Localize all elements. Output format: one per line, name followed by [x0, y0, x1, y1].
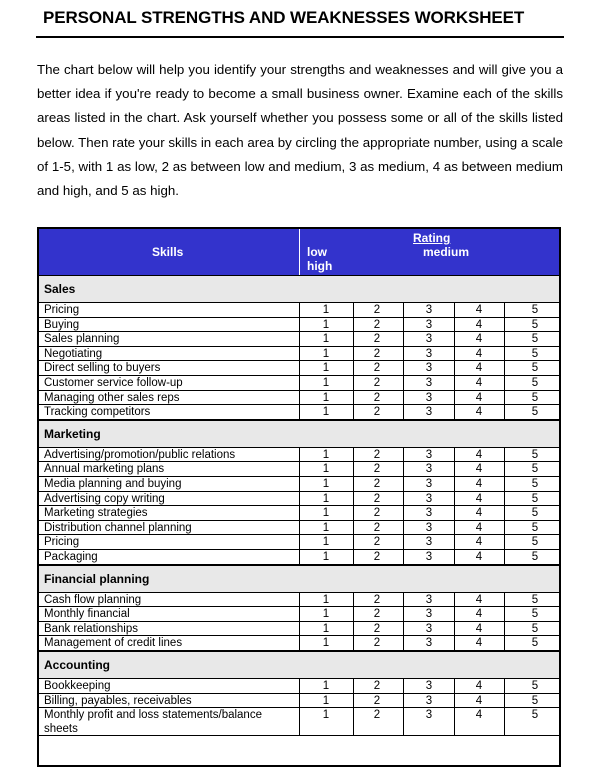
skill-name: Bank relationships: [44, 622, 138, 635]
table-header: [39, 229, 559, 275]
column-divider: [353, 679, 354, 736]
column-divider: [299, 303, 300, 420]
skill-name: Direct selling to buyers: [44, 362, 161, 375]
rating-5[interactable]: 5: [531, 608, 539, 621]
rating-1[interactable]: 1: [322, 593, 330, 606]
rating-2[interactable]: 2: [373, 333, 381, 346]
section-header: [39, 420, 559, 448]
column-divider: [353, 448, 354, 565]
section-header: [39, 565, 559, 593]
column-divider: [299, 448, 300, 565]
rating-3[interactable]: 3: [425, 694, 433, 707]
skill-name: Customer service follow-up: [44, 377, 183, 389]
page-title: PERSONAL STRENGTHS AND WEAKNESSES WORKSHEET: [43, 8, 525, 27]
rating-3[interactable]: 3: [425, 362, 433, 375]
skill-name: Managing other sales reps: [44, 391, 180, 404]
header-skills: Skills: [152, 245, 184, 259]
section-title: Accounting: [44, 658, 110, 672]
rating-5[interactable]: 5: [531, 304, 539, 316]
skill-name: Negotiating: [44, 347, 103, 360]
column-divider: [504, 679, 505, 736]
column-divider: [454, 448, 455, 565]
skill-name: Distribution channel planning: [44, 521, 192, 534]
rating-2[interactable]: 2: [373, 694, 381, 707]
rating-5[interactable]: 5: [531, 406, 539, 419]
rating-5[interactable]: 5: [531, 391, 539, 404]
rating-2[interactable]: 2: [373, 637, 381, 650]
rating-1[interactable]: 1: [322, 709, 330, 722]
rating-4[interactable]: 4: [475, 637, 483, 650]
column-divider: [403, 679, 404, 736]
rating-3[interactable]: 3: [425, 608, 433, 621]
rating-5[interactable]: 5: [531, 362, 539, 375]
skills-rating-table: [37, 227, 561, 767]
rating-1[interactable]: 1: [322, 622, 330, 635]
section-header: [39, 275, 559, 303]
skill-name: Pricing: [44, 304, 80, 316]
rating-1[interactable]: 1: [322, 551, 330, 563]
intro-paragraph: The chart below will help you identify your strengths and weaknesses and will give you a better idea if you're ready to become a small business owner. Examine each of the skills areas listed in the chart. Ask yourself whether you possess some or all of the skills listed below. Then rate your skills in each area by circling the appropriate number, using a scale of 1-5, with 1 as low, 2 as between low and medium, 3 as medium, 4 as between medium and high, and 5 as high.: [37, 62, 564, 199]
rating-2[interactable]: 2: [373, 507, 381, 520]
rating-5[interactable]: 5: [531, 347, 539, 360]
skill-name: Management of credit lines: [44, 637, 183, 650]
rating-4[interactable]: 4: [475, 318, 483, 331]
skill-name: Advertising/promotion/public relations: [44, 448, 236, 461]
rating-4[interactable]: 4: [475, 536, 483, 549]
rating-1[interactable]: 1: [322, 377, 330, 389]
section-title: Marketing: [44, 426, 101, 441]
rating-4[interactable]: 4: [475, 478, 483, 490]
rating-4[interactable]: 4: [475, 448, 483, 461]
header-divider: [299, 229, 300, 275]
rating-3[interactable]: 3: [425, 551, 433, 563]
rating-2[interactable]: 2: [373, 536, 381, 549]
rating-3[interactable]: 3: [425, 318, 433, 331]
column-divider: [403, 593, 404, 651]
column-divider: [299, 679, 300, 736]
rating-5[interactable]: 5: [531, 593, 539, 606]
rating-1[interactable]: 1: [322, 448, 330, 461]
rating-4[interactable]: 4: [475, 406, 483, 419]
rating-2[interactable]: 2: [373, 391, 381, 404]
rating-4[interactable]: 4: [475, 622, 483, 635]
rating-3[interactable]: 3: [425, 622, 433, 635]
rating-4[interactable]: 4: [475, 463, 483, 476]
rating-1[interactable]: 1: [322, 492, 330, 505]
rating-3[interactable]: 3: [425, 478, 433, 490]
rating-4[interactable]: 4: [475, 593, 483, 606]
header-high: high: [307, 259, 333, 273]
section-header: [39, 651, 559, 679]
rating-5[interactable]: 5: [531, 478, 539, 490]
rating-4[interactable]: 4: [475, 551, 483, 563]
rating-1[interactable]: 1: [322, 463, 330, 476]
skill-name: Media planning and buying: [44, 478, 182, 490]
rating-5[interactable]: 5: [531, 318, 539, 331]
rating-3[interactable]: 3: [425, 536, 433, 549]
rating-2[interactable]: 2: [373, 551, 381, 563]
column-divider: [454, 679, 455, 736]
rating-3[interactable]: 3: [425, 492, 433, 505]
rating-2[interactable]: 2: [373, 448, 381, 461]
rating-1[interactable]: 1: [322, 680, 330, 692]
skill-name: Packaging: [44, 551, 98, 563]
header-rating: Rating: [413, 231, 451, 245]
rating-3[interactable]: 3: [425, 377, 433, 389]
title-rule: [36, 36, 564, 38]
rating-4[interactable]: 4: [475, 362, 483, 375]
rating-5[interactable]: 5: [531, 463, 539, 476]
header-medium: medium: [423, 245, 470, 259]
rating-5[interactable]: 5: [531, 507, 539, 520]
skill-name: Bookkeeping: [44, 680, 111, 692]
rating-3[interactable]: 3: [425, 448, 433, 461]
rating-3[interactable]: 3: [425, 680, 433, 692]
rating-5[interactable]: 5: [531, 622, 539, 635]
rating-1[interactable]: 1: [322, 478, 330, 490]
rating-5[interactable]: 5: [531, 680, 539, 692]
rating-1[interactable]: 1: [322, 391, 330, 404]
rating-2[interactable]: 2: [373, 377, 381, 389]
rating-2[interactable]: 2: [373, 362, 381, 375]
rating-5[interactable]: 5: [531, 536, 539, 549]
rating-1[interactable]: 1: [322, 507, 330, 520]
rating-2[interactable]: 2: [373, 622, 381, 635]
skill-name: Annual marketing plans: [44, 463, 165, 476]
rating-4[interactable]: 4: [475, 304, 483, 316]
rating-2[interactable]: 2: [373, 680, 381, 692]
rating-3[interactable]: 3: [425, 593, 433, 606]
skill-name: Advertising copy writing: [44, 492, 165, 505]
section-title: Sales: [44, 282, 76, 296]
rating-5[interactable]: 5: [531, 448, 539, 461]
column-divider: [504, 303, 505, 420]
rating-3[interactable]: 3: [425, 709, 433, 722]
rating-4[interactable]: 4: [475, 507, 483, 520]
rating-5[interactable]: 5: [531, 551, 539, 563]
header-low: low: [307, 245, 327, 259]
skill-name: Buying: [44, 318, 80, 331]
rating-2[interactable]: 2: [373, 318, 381, 331]
rating-1[interactable]: 1: [322, 536, 330, 549]
rating-1[interactable]: 1: [322, 318, 330, 331]
rating-3[interactable]: 3: [425, 391, 433, 404]
rating-5[interactable]: 5: [531, 709, 539, 722]
rating-2[interactable]: 2: [373, 492, 381, 505]
skill-name: Marketing strategies: [44, 507, 148, 520]
rating-2[interactable]: 2: [373, 709, 381, 722]
rating-2[interactable]: 2: [373, 406, 381, 419]
rating-1[interactable]: 1: [322, 694, 330, 707]
rating-4[interactable]: 4: [475, 377, 483, 389]
rating-4[interactable]: 4: [475, 347, 483, 360]
rating-4[interactable]: 4: [475, 391, 483, 404]
rating-1[interactable]: 1: [322, 347, 330, 360]
column-divider: [353, 593, 354, 651]
skill-name: Sales planning: [44, 333, 120, 346]
rating-3[interactable]: 3: [425, 637, 433, 650]
rating-3[interactable]: 3: [425, 347, 433, 360]
rating-4[interactable]: 4: [475, 608, 483, 621]
rating-3[interactable]: 3: [425, 304, 433, 316]
rating-4[interactable]: 4: [475, 521, 483, 534]
skill-name: Billing, payables, receivables: [44, 694, 192, 707]
rating-4[interactable]: 4: [475, 492, 483, 505]
rating-3[interactable]: 3: [425, 406, 433, 419]
rating-3[interactable]: 3: [425, 333, 433, 346]
column-divider: [403, 303, 404, 420]
rating-5[interactable]: 5: [531, 637, 539, 650]
rating-4[interactable]: 4: [475, 694, 483, 707]
rating-4[interactable]: 4: [475, 333, 483, 346]
skill-name: Pricing: [44, 536, 80, 549]
skill-name: Monthly financial: [44, 608, 130, 621]
skill-name: Monthly profit and loss statements/balance sheets: [44, 709, 262, 736]
rating-3[interactable]: 3: [425, 463, 433, 476]
skill-name: Tracking competitors: [44, 406, 151, 419]
rating-5[interactable]: 5: [531, 492, 539, 505]
column-divider: [454, 303, 455, 420]
column-divider: [504, 448, 505, 565]
rating-2[interactable]: 2: [373, 304, 381, 316]
rating-2[interactable]: 2: [373, 478, 381, 490]
rating-5[interactable]: 5: [531, 521, 539, 534]
rating-1[interactable]: 1: [322, 637, 330, 650]
rating-3[interactable]: 3: [425, 521, 433, 534]
rating-1[interactable]: 1: [322, 406, 330, 419]
rating-2[interactable]: 2: [373, 521, 381, 534]
column-divider: [454, 593, 455, 651]
rating-4[interactable]: 4: [475, 680, 483, 692]
column-divider: [504, 593, 505, 651]
rating-1[interactable]: 1: [322, 333, 330, 346]
rating-3[interactable]: 3: [425, 507, 433, 520]
rating-5[interactable]: 5: [531, 694, 539, 707]
rating-1[interactable]: 1: [322, 304, 330, 316]
section-title: Financial planning: [44, 571, 150, 586]
rating-1[interactable]: 1: [322, 521, 330, 534]
rating-5[interactable]: 5: [531, 333, 539, 346]
rating-1[interactable]: 1: [322, 608, 330, 621]
rating-2[interactable]: 2: [373, 608, 381, 621]
rating-5[interactable]: 5: [531, 377, 539, 389]
rating-4[interactable]: 4: [475, 709, 483, 722]
rating-1[interactable]: 1: [322, 362, 330, 375]
rating-2[interactable]: 2: [373, 463, 381, 476]
column-divider: [299, 593, 300, 651]
rating-2[interactable]: 2: [373, 347, 381, 360]
rating-2[interactable]: 2: [373, 593, 381, 606]
column-divider: [403, 448, 404, 565]
skill-name: Cash flow planning: [44, 593, 142, 606]
column-divider: [353, 303, 354, 420]
